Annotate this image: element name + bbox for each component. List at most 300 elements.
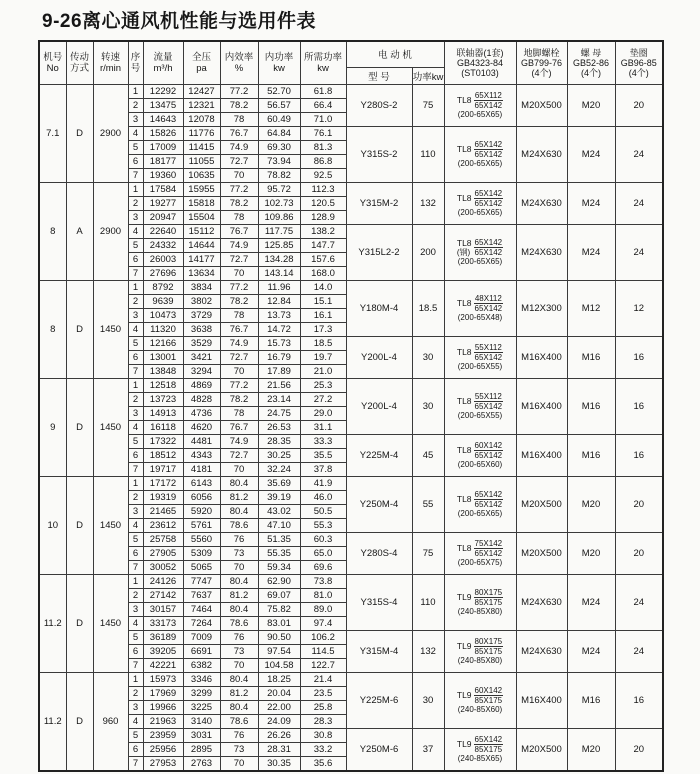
- cell-serial: 2: [128, 490, 143, 504]
- cell-pressure: 5761: [183, 518, 220, 532]
- coupling-spec: [445, 686, 516, 705]
- col-header-washer: 垫圈 GB96-85 (4个): [615, 41, 663, 84]
- cell-serial: 2: [128, 294, 143, 308]
- coupling-type: TL8: [456, 396, 472, 406]
- cell-required-power: 81.0: [300, 588, 346, 602]
- cell-serial: 7: [128, 462, 143, 476]
- cell-flow: 24332: [143, 238, 183, 252]
- cell-pressure: 6382: [183, 658, 220, 672]
- coupling-spec: [445, 637, 516, 656]
- cell-required-power: 27.2: [300, 392, 346, 406]
- coupling-type: TL8: [456, 347, 472, 357]
- cell-serial: 3: [128, 602, 143, 616]
- cell-flow: 25758: [143, 532, 183, 546]
- cell-pressure: 11776: [183, 126, 220, 140]
- cell-serial: 3: [128, 308, 143, 322]
- cell-flow: 12166: [143, 336, 183, 350]
- cell-serial: 1: [128, 84, 143, 98]
- coupling-note: (240-85X60): [457, 705, 503, 714]
- cell-pressure: 3346: [183, 672, 220, 686]
- cell-coupling: [444, 378, 516, 434]
- cell-pressure: 15955: [183, 182, 220, 196]
- cell-nut: M12: [567, 280, 615, 336]
- cell-internal-power: 14.72: [258, 322, 300, 336]
- cell-internal-power: 39.19: [258, 490, 300, 504]
- coupling-size-bottom: 65X142: [474, 549, 503, 558]
- coupling-size-fraction: [474, 294, 504, 313]
- cell-serial: 3: [128, 504, 143, 518]
- cell-efficiency: 70: [220, 168, 258, 182]
- cell-nut: M24: [567, 224, 615, 280]
- cell-pressure: 4181: [183, 462, 220, 476]
- cell-serial: 1: [128, 476, 143, 490]
- cell-serial: 6: [128, 350, 143, 364]
- cell-efficiency: 78.6: [220, 518, 258, 532]
- cell-flow: 24126: [143, 574, 183, 588]
- cell-coupling: [444, 630, 516, 672]
- cell-serial: 4: [128, 126, 143, 140]
- cell-required-power: 128.9: [300, 210, 346, 224]
- cell-required-power: 25.8: [300, 700, 346, 714]
- cell-anchor-bolt: M20X500: [516, 84, 567, 126]
- cell-pressure: 15112: [183, 224, 220, 238]
- coupling-size-top: 65X142: [474, 140, 503, 149]
- cell-serial: 7: [128, 266, 143, 280]
- cell-efficiency: 78.6: [220, 714, 258, 728]
- cell-pressure: 14644: [183, 238, 220, 252]
- cell-flow: 13848: [143, 364, 183, 378]
- cell-washer: 20: [615, 728, 663, 771]
- cell-internal-power: 64.84: [258, 126, 300, 140]
- cell-motor-power: 45: [412, 434, 444, 476]
- cell-anchor-bolt: M16X400: [516, 378, 567, 434]
- coupling-spec: [445, 238, 516, 257]
- cell-motor-model: Y250M-6: [346, 728, 412, 771]
- coupling-size-fraction: [474, 686, 504, 705]
- cell-internal-power: 51.35: [258, 532, 300, 546]
- cell-motor-power: 75: [412, 84, 444, 126]
- coupling-size-bottom: 65X142: [474, 150, 503, 159]
- cell-internal-power: 75.82: [258, 602, 300, 616]
- cell-efficiency: 77.2: [220, 280, 258, 294]
- table-row: [39, 672, 663, 686]
- cell-required-power: 60.3: [300, 532, 346, 546]
- cell-anchor-bolt: M16X400: [516, 336, 567, 378]
- coupling-size-fraction: [474, 392, 504, 411]
- coupling-note: (200-65X65): [457, 257, 503, 266]
- cell-efficiency: 77.2: [220, 182, 258, 196]
- cell-required-power: 86.8: [300, 154, 346, 168]
- cell-anchor-bolt: M12X300: [516, 280, 567, 336]
- coupling-note: (200-65X55): [457, 411, 503, 420]
- coupling-type: TL8: [456, 494, 472, 504]
- cell-nut: M20: [567, 728, 615, 771]
- cell-efficiency: 73: [220, 742, 258, 756]
- cell-nut: M16: [567, 378, 615, 434]
- coupling-size-top: 65X142: [474, 238, 503, 247]
- cell-required-power: 71.0: [300, 112, 346, 126]
- cell-efficiency: 80.4: [220, 504, 258, 518]
- cell-efficiency: 78: [220, 406, 258, 420]
- cell-serial: 7: [128, 560, 143, 574]
- coupling-type: TL8: [456, 543, 472, 553]
- coupling-size-fraction: [474, 637, 504, 656]
- coupling-type: TL8: [456, 298, 472, 308]
- cell-serial: 4: [128, 518, 143, 532]
- cell-motor-power: 200: [412, 224, 444, 280]
- cell-required-power: 66.4: [300, 98, 346, 112]
- cell-flow: 12518: [143, 378, 183, 392]
- coupling-spec: [445, 490, 516, 509]
- cell-washer: 16: [615, 378, 663, 434]
- cell-required-power: 21.0: [300, 364, 346, 378]
- cell-flow: 23612: [143, 518, 183, 532]
- coupling-type: TL8: [456, 445, 472, 455]
- cell-pressure: 7009: [183, 630, 220, 644]
- coupling-note: (200-65X65): [457, 208, 503, 217]
- cell-motor-power: 18.5: [412, 280, 444, 336]
- cell-serial: 7: [128, 168, 143, 182]
- cell-drive-mode: D: [66, 378, 93, 476]
- cell-pressure: 3729: [183, 308, 220, 322]
- cell-washer: 24: [615, 224, 663, 280]
- cell-nut: M24: [567, 574, 615, 630]
- coupling-size-fraction: [474, 189, 504, 208]
- cell-serial: 1: [128, 378, 143, 392]
- cell-serial: 1: [128, 672, 143, 686]
- cell-speed: 2900: [93, 182, 128, 280]
- cell-efficiency: 78.2: [220, 196, 258, 210]
- cell-flow: 16118: [143, 420, 183, 434]
- cell-required-power: 112.3: [300, 182, 346, 196]
- cell-nut: M24: [567, 126, 615, 182]
- cell-required-power: 31.1: [300, 420, 346, 434]
- cell-serial: 1: [128, 182, 143, 196]
- cell-coupling: [444, 434, 516, 476]
- cell-internal-power: 30.35: [258, 756, 300, 771]
- cell-efficiency: 80.4: [220, 574, 258, 588]
- cell-internal-power: 12.84: [258, 294, 300, 308]
- cell-efficiency: 76: [220, 630, 258, 644]
- cell-internal-power: 83.01: [258, 616, 300, 630]
- cell-motor-model: Y225M-4: [346, 434, 412, 476]
- cell-serial: 6: [128, 154, 143, 168]
- table-row: [39, 574, 663, 588]
- cell-required-power: 65.0: [300, 546, 346, 560]
- cell-anchor-bolt: M16X400: [516, 434, 567, 476]
- cell-motor-power: 30: [412, 336, 444, 378]
- cell-efficiency: 73: [220, 644, 258, 658]
- cell-motor-power: 132: [412, 630, 444, 672]
- coupling-size-top: 65X142: [474, 735, 503, 744]
- cell-flow: 17584: [143, 182, 183, 196]
- cell-flow: 13001: [143, 350, 183, 364]
- cell-flow: 19360: [143, 168, 183, 182]
- cell-flow: 17969: [143, 686, 183, 700]
- table-row: [39, 476, 663, 490]
- coupling-size-top: 55X112: [474, 392, 502, 401]
- cell-motor-model: Y200L-4: [346, 378, 412, 434]
- cell-efficiency: 74.9: [220, 140, 258, 154]
- cell-washer: 24: [615, 126, 663, 182]
- cell-serial: 5: [128, 630, 143, 644]
- coupling-size-fraction: [474, 91, 504, 110]
- cell-required-power: 17.3: [300, 322, 346, 336]
- cell-efficiency: 77.2: [220, 378, 258, 392]
- cell-efficiency: 74.9: [220, 238, 258, 252]
- table-row: [39, 224, 663, 238]
- cell-anchor-bolt: M24X630: [516, 574, 567, 630]
- cell-pressure: 3638: [183, 322, 220, 336]
- cell-flow: 18177: [143, 154, 183, 168]
- cell-pressure: 3299: [183, 686, 220, 700]
- cell-efficiency: 74.9: [220, 434, 258, 448]
- cell-serial: 2: [128, 98, 143, 112]
- coupling-size-bottom: 85X175: [474, 647, 503, 656]
- coupling-size-fraction: [474, 238, 504, 257]
- cell-washer: 20: [615, 532, 663, 574]
- cell-serial: 1: [128, 280, 143, 294]
- cell-efficiency: 76.7: [220, 224, 258, 238]
- coupling-size-top: 80X175: [474, 637, 503, 646]
- coupling-size-top: 60X142: [474, 686, 503, 695]
- cell-required-power: 21.4: [300, 672, 346, 686]
- cell-internal-power: 69.07: [258, 588, 300, 602]
- col-header-speed: 转速 r/min: [93, 41, 128, 84]
- cell-motor-power: 30: [412, 672, 444, 728]
- cell-internal-power: 28.31: [258, 742, 300, 756]
- coupling-type: TL8: [456, 193, 472, 203]
- cell-motor-power: 37: [412, 728, 444, 771]
- col-header-coupling: 联轴器(1套) GB4323-84 (ST0103): [444, 41, 516, 84]
- cell-flow: 17172: [143, 476, 183, 490]
- cell-efficiency: 72.7: [220, 154, 258, 168]
- cell-internal-power: 62.90: [258, 574, 300, 588]
- cell-washer: 12: [615, 280, 663, 336]
- cell-flow: 27696: [143, 266, 183, 280]
- cell-internal-power: 15.73: [258, 336, 300, 350]
- cell-internal-power: 59.34: [258, 560, 300, 574]
- cell-internal-power: 23.14: [258, 392, 300, 406]
- cell-internal-power: 16.79: [258, 350, 300, 364]
- cell-flow: 10473: [143, 308, 183, 322]
- cell-machine-no: 8: [39, 182, 66, 280]
- cell-required-power: 120.5: [300, 196, 346, 210]
- cell-serial: 3: [128, 700, 143, 714]
- cell-nut: M16: [567, 434, 615, 476]
- cell-efficiency: 72.7: [220, 350, 258, 364]
- cell-required-power: 55.3: [300, 518, 346, 532]
- coupling-spec: [445, 392, 516, 411]
- cell-serial: 2: [128, 588, 143, 602]
- cell-required-power: 33.3: [300, 434, 346, 448]
- coupling-note: (200-65X65): [457, 159, 503, 168]
- cell-pressure: 3225: [183, 700, 220, 714]
- cell-required-power: 114.5: [300, 644, 346, 658]
- coupling-spec: [445, 294, 516, 313]
- cell-serial: 7: [128, 364, 143, 378]
- cell-efficiency: 78.2: [220, 98, 258, 112]
- cell-pressure: 5309: [183, 546, 220, 560]
- cell-pressure: 15818: [183, 196, 220, 210]
- cell-anchor-bolt: M24X630: [516, 224, 567, 280]
- cell-serial: 4: [128, 616, 143, 630]
- cell-anchor-bolt: M16X400: [516, 672, 567, 728]
- cell-efficiency: 76: [220, 728, 258, 742]
- cell-internal-power: 73.94: [258, 154, 300, 168]
- col-header-required-power: 所需功率 kw: [300, 41, 346, 84]
- coupling-size-bottom: 65X142: [474, 353, 503, 362]
- cell-motor-model: Y315M-4: [346, 630, 412, 672]
- table-row: [39, 336, 663, 350]
- cell-speed: 1450: [93, 378, 128, 476]
- cell-efficiency: 80.4: [220, 602, 258, 616]
- table-row: [39, 280, 663, 294]
- cell-coupling: [444, 476, 516, 532]
- cell-required-power: 147.7: [300, 238, 346, 252]
- coupling-size-bottom: 85X175: [474, 696, 503, 705]
- cell-internal-power: 117.75: [258, 224, 300, 238]
- cell-motor-model: Y180M-4: [346, 280, 412, 336]
- cell-pressure: 3834: [183, 280, 220, 294]
- cell-internal-power: 24.09: [258, 714, 300, 728]
- col-header-machine-no: 机号 No: [39, 41, 66, 84]
- cell-internal-power: 18.25: [258, 672, 300, 686]
- cell-coupling: [444, 182, 516, 224]
- table-row: [39, 378, 663, 392]
- coupling-size-top: 75X142: [474, 539, 503, 548]
- cell-serial: 6: [128, 448, 143, 462]
- coupling-type: TL8: [456, 237, 472, 248]
- coupling-note: (240-85X65): [457, 754, 503, 763]
- cell-pressure: 3031: [183, 728, 220, 742]
- table-header: [39, 41, 663, 84]
- cell-serial: 2: [128, 392, 143, 406]
- cell-required-power: 61.8: [300, 84, 346, 98]
- table-row: [39, 434, 663, 448]
- coupling-spec: [445, 140, 516, 159]
- coupling-size-top: 55X112: [474, 343, 502, 352]
- cell-internal-power: 26.53: [258, 420, 300, 434]
- cell-efficiency: 76.7: [220, 420, 258, 434]
- coupling-size-bottom: 65X142: [474, 500, 503, 509]
- cell-serial: 7: [128, 756, 143, 771]
- cell-motor-power: 55: [412, 476, 444, 532]
- cell-flow: 22640: [143, 224, 183, 238]
- cell-required-power: 15.1: [300, 294, 346, 308]
- cell-flow: 25956: [143, 742, 183, 756]
- cell-internal-power: 104.58: [258, 658, 300, 672]
- cell-nut: M20: [567, 532, 615, 574]
- cell-internal-power: 69.30: [258, 140, 300, 154]
- cell-efficiency: 70: [220, 658, 258, 672]
- cell-flow: 17322: [143, 434, 183, 448]
- cell-motor-model: Y315M-2: [346, 182, 412, 224]
- cell-serial: 6: [128, 644, 143, 658]
- cell-machine-no: 10: [39, 476, 66, 574]
- cell-nut: M24: [567, 182, 615, 224]
- cell-speed: 1450: [93, 280, 128, 378]
- coupling-size-bottom: 65X142: [474, 248, 503, 257]
- cell-serial: 5: [128, 532, 143, 546]
- cell-internal-power: 60.49: [258, 112, 300, 126]
- cell-machine-no: 9: [39, 378, 66, 476]
- cell-required-power: 29.0: [300, 406, 346, 420]
- cell-flow: 19966: [143, 700, 183, 714]
- coupling-note: (200-65X60): [457, 460, 503, 469]
- cell-pressure: 2895: [183, 742, 220, 756]
- coupling-size-fraction: [474, 588, 504, 607]
- cell-flow: 30157: [143, 602, 183, 616]
- cell-machine-no: 7.1: [39, 84, 66, 182]
- cell-serial: 4: [128, 224, 143, 238]
- col-header-motor-model: 型 号: [346, 67, 412, 84]
- coupling-spec: [445, 588, 516, 607]
- cell-serial: 3: [128, 112, 143, 126]
- cell-flow: 13723: [143, 392, 183, 406]
- cell-efficiency: 80.4: [220, 476, 258, 490]
- cell-required-power: 106.2: [300, 630, 346, 644]
- cell-flow: 27142: [143, 588, 183, 602]
- cell-flow: 11320: [143, 322, 183, 336]
- cell-pressure: 3140: [183, 714, 220, 728]
- cell-internal-power: 97.54: [258, 644, 300, 658]
- cell-serial: 4: [128, 714, 143, 728]
- cell-washer: 20: [615, 476, 663, 532]
- cell-efficiency: 73: [220, 546, 258, 560]
- cell-pressure: 6691: [183, 644, 220, 658]
- cell-washer: 16: [615, 336, 663, 378]
- cell-internal-power: 35.69: [258, 476, 300, 490]
- coupling-size-top: 48X112: [474, 294, 502, 303]
- cell-required-power: 18.5: [300, 336, 346, 350]
- cell-pressure: 14177: [183, 252, 220, 266]
- cell-pressure: 4481: [183, 434, 220, 448]
- cell-pressure: 4736: [183, 406, 220, 420]
- cell-serial: 3: [128, 406, 143, 420]
- cell-flow: 20947: [143, 210, 183, 224]
- cell-required-power: 97.4: [300, 616, 346, 630]
- cell-flow: 9639: [143, 294, 183, 308]
- cell-motor-model: Y315L2-2: [346, 224, 412, 280]
- cell-anchor-bolt: M20X500: [516, 728, 567, 771]
- cell-serial: 4: [128, 420, 143, 434]
- cell-flow: 21465: [143, 504, 183, 518]
- col-header-serial: 序 号: [128, 41, 143, 84]
- cell-efficiency: 76.7: [220, 126, 258, 140]
- cell-drive-mode: D: [66, 84, 93, 182]
- coupling-size-bottom: 65X142: [474, 199, 503, 208]
- cell-motor-model: Y280S-4: [346, 532, 412, 574]
- cell-required-power: 30.8: [300, 728, 346, 742]
- cell-required-power: 19.7: [300, 350, 346, 364]
- cell-pressure: 13634: [183, 266, 220, 280]
- cell-internal-power: 13.73: [258, 308, 300, 322]
- cell-machine-no: 11.2: [39, 574, 66, 672]
- cell-drive-mode: D: [66, 280, 93, 378]
- coupling-note: (200-65X75): [457, 558, 503, 567]
- cell-required-power: 76.1: [300, 126, 346, 140]
- cell-internal-power: 90.50: [258, 630, 300, 644]
- cell-internal-power: 30.25: [258, 448, 300, 462]
- cell-internal-power: 134.28: [258, 252, 300, 266]
- cell-pressure: 7264: [183, 616, 220, 630]
- cell-coupling: [444, 336, 516, 378]
- cell-internal-power: 109.86: [258, 210, 300, 224]
- cell-coupling: [444, 532, 516, 574]
- cell-serial: 2: [128, 686, 143, 700]
- cell-motor-power: 110: [412, 574, 444, 630]
